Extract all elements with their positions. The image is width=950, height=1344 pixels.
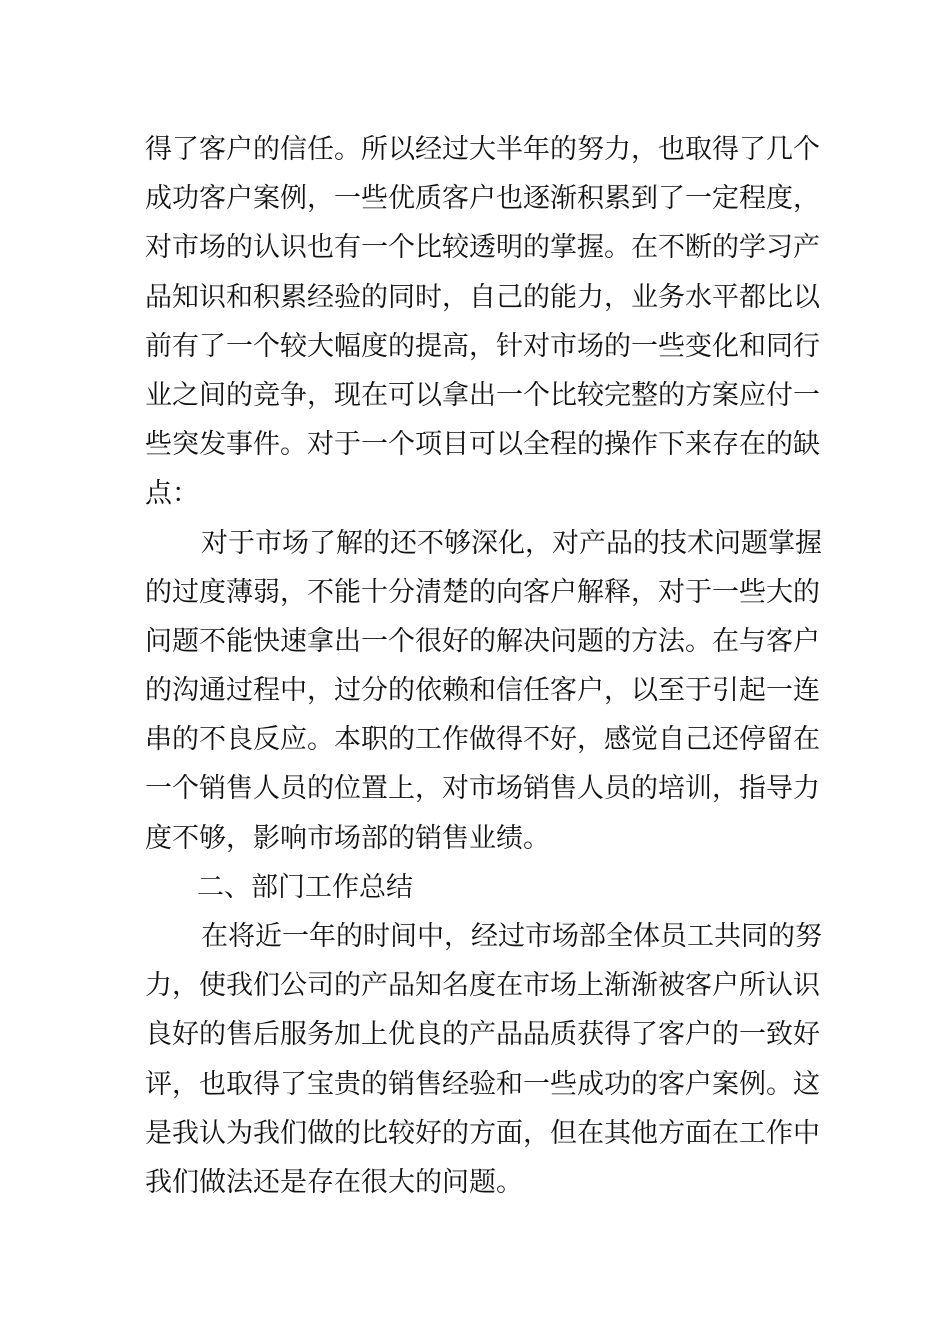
text-line: 对市场的认识也有一个比较透明的掌握。在不断的学习产	[145, 232, 820, 264]
text-line: 一个销售人员的位置上，对市场销售人员的培训，指导力	[145, 773, 820, 805]
text-line: 串的不良反应。本职的工作做得不好，感觉自己还停留在	[145, 724, 820, 756]
text-line: 成功客户案例，一些优质客户也逐渐积累到了一定程度，	[145, 183, 820, 215]
section-heading: 二、部门工作总结	[197, 871, 413, 903]
text-line: 点：	[145, 478, 199, 510]
paragraph-shortcomings	[145, 519, 822, 863]
text-line: 评，也取得了宝贵的销售经验和一些成功的客户案例。这	[145, 1068, 820, 1100]
text-line: 良好的售后服务加上优良的产品品质获得了客户的一致好	[145, 1019, 820, 1051]
text-line: 力，使我们公司的产品知名度在市场上渐渐被客户所认识	[145, 970, 820, 1002]
text-line: 问题不能快速拿出一个很好的解决问题的方法。在与客户	[145, 625, 820, 657]
text-line: 我们做法还是存在很大的问题。	[145, 1166, 523, 1198]
text-line: 度不够，影响市场部的销售业绩。	[145, 822, 550, 854]
document-body	[145, 125, 822, 1207]
text-line: 品知识和积累经验的同时，自己的能力，业务水平都比以	[145, 281, 820, 313]
text-line: 得了客户的信任。所以经过大半年的努力，也取得了几个	[145, 134, 820, 165]
text-line: 业之间的竞争，现在可以拿出一个比较完整的方案应付一	[145, 379, 820, 411]
paragraph-department-summary	[145, 912, 822, 1207]
text-line: 前有了一个较大幅度的提高，针对市场的一些变化和同行	[145, 330, 820, 362]
text-line: 的沟通过程中，过分的依赖和信任客户，以至于引起一连	[145, 675, 820, 707]
text-line: 在将近一年的时间中，经过市场部全体员工共同的努	[201, 921, 822, 952]
text-line: 的过度薄弱，不能十分清楚的向客户解释，对于一些大的	[145, 576, 820, 608]
text-line: 些突发事件。对于一个项目可以全程的操作下来存在的缺	[145, 429, 820, 461]
paragraph-strengths-continuation	[145, 125, 820, 519]
text-line: 是我认为我们做的比较好的方面，但在其他方面在工作中	[145, 1117, 820, 1149]
text-line: 对于市场了解的还不够深化，对产品的技术问题掌握	[201, 527, 822, 559]
